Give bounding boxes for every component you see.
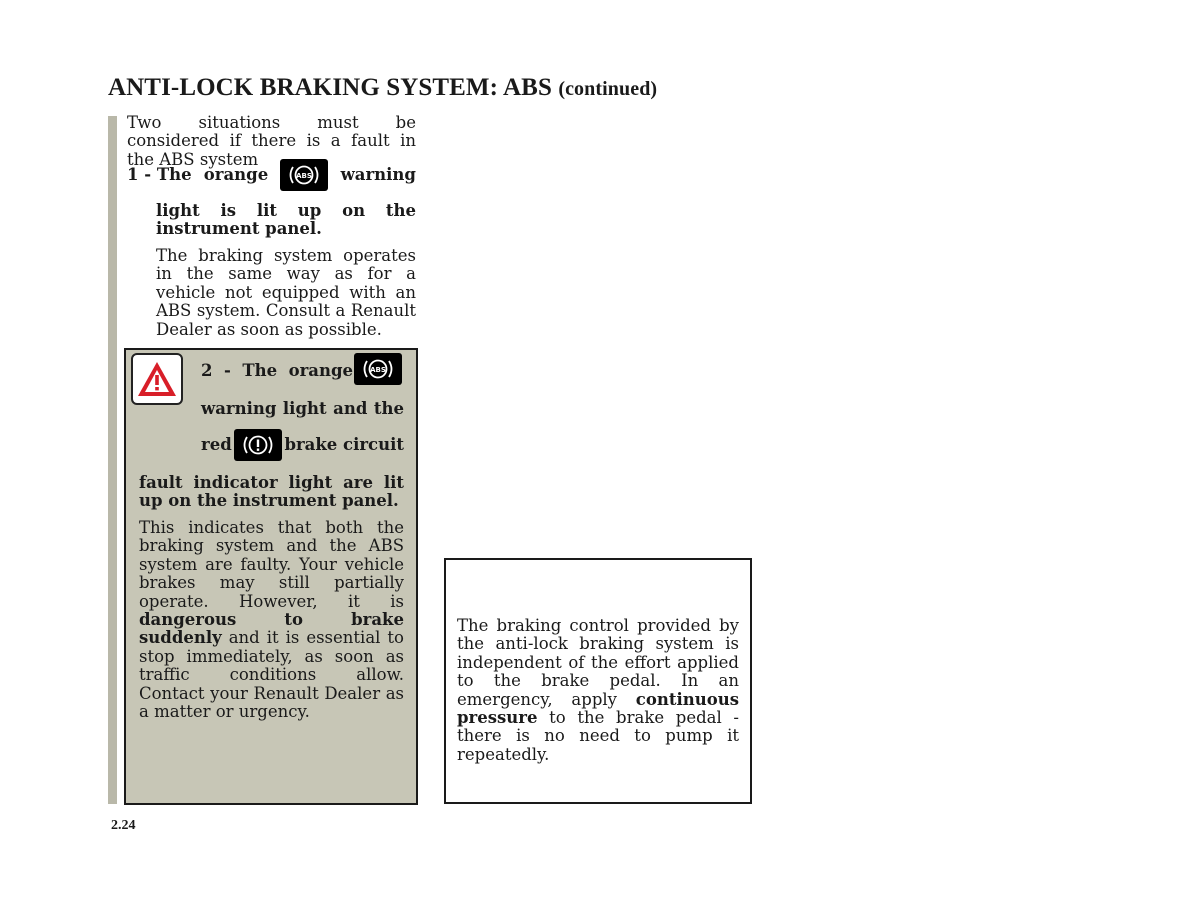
- situation2-line2: [201, 400, 404, 418]
- page-number: 2.24: [111, 818, 136, 833]
- situation2-line3: [201, 427, 404, 463]
- situation1-number: 1 - The: [127, 164, 192, 184]
- section-side-bar: [108, 116, 117, 804]
- brake-circuit-fault-icon: [234, 429, 282, 461]
- note-text: [457, 617, 739, 764]
- warning-triangle-frame: [131, 353, 183, 405]
- situation2-word: warning: [201, 399, 277, 418]
- note-bold: continuous pressure: [457, 689, 740, 728]
- situation2-heading-rest: fault indicator light are lit up on the instrument panel.: [139, 473, 404, 511]
- situation2-word: 2: [201, 360, 213, 380]
- situation2-line1: [201, 354, 353, 388]
- situation2-word: The: [242, 360, 278, 380]
- warning-triangle-icon: [135, 359, 179, 399]
- note-part2: to the brake pedal - there is no need to pump it repeatedly.: [457, 708, 739, 764]
- situation1-word-warning: warning: [340, 164, 416, 184]
- situation2-word: -: [223, 360, 231, 380]
- title-suffix: (continued): [558, 78, 658, 100]
- situation2-body-bold: dangerous to brake suddenly: [139, 610, 404, 648]
- situation2-word: and: [333, 399, 368, 418]
- svg-text:ABS: ABS: [296, 172, 313, 180]
- situation2-word-red: red: [201, 434, 232, 454]
- situation2-word-brake-circuit: brake circuit: [284, 434, 404, 454]
- situation2-word: the: [373, 399, 404, 418]
- abs-warning-icon: [280, 159, 328, 191]
- title-main: ANTI-LOCK BRAKING SYSTEM: ABS: [108, 74, 552, 101]
- situation2-word: light: [282, 399, 327, 418]
- situation1-body: The braking system operates in the same way as for a vehicle not equipped with an ABS system. Consult a Renault Dealer as soon as possible.: [156, 246, 416, 339]
- situation2-body-part2: and it is essential to stop immediately, as soon as traffic conditions allow. Contact your Renault Dealer as a matter or urgency.: [139, 628, 404, 722]
- situation2-body: [139, 519, 404, 721]
- note-part1: The braking control provided by the anti-lock braking system is independent of the effort applied to the brake pedal. In an emergency, apply: [457, 616, 739, 709]
- svg-text:ABS: ABS: [370, 366, 386, 374]
- situation2-body-part1: This indicates that both the braking system and the ABS system are faulty. Your vehicle brakes may still partially operate. However, it is: [139, 518, 404, 611]
- situation2-word: orange: [288, 360, 353, 380]
- situation1-heading-rest: light is lit up on the instrument panel.: [156, 201, 416, 239]
- situation1-heading-line: [127, 158, 416, 192]
- situation1-word-orange: orange: [203, 164, 269, 184]
- page-title: [108, 74, 657, 102]
- intro-text: Two situations must be considered if there is a fault in the ABS system: [127, 113, 416, 169]
- abs-warning-icon: [354, 353, 402, 385]
